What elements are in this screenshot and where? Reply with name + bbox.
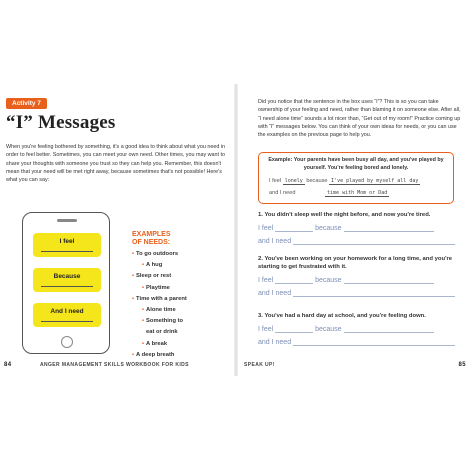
- footer-right: SPEAK UP!: [244, 362, 275, 368]
- example-need-item: [132, 341, 187, 352]
- feel-blank[interactable]: [275, 326, 313, 333]
- examples-list: [132, 251, 187, 363]
- feel-blank[interactable]: [275, 277, 313, 284]
- question-3: 3. You've had a hard day at school, and you're feeling down.: [258, 313, 426, 319]
- need-answer: time with Mom or Dad: [327, 190, 388, 196]
- because-label: because: [315, 277, 342, 284]
- example-need-text: A break: [146, 340, 168, 347]
- feel-blank[interactable]: [275, 225, 313, 232]
- example-need-text: Time with a parent: [136, 295, 187, 302]
- answer-feel-row[interactable]: [258, 277, 468, 284]
- example-need-item: [132, 262, 187, 273]
- answer-need-row[interactable]: [258, 339, 468, 346]
- example-need-text: A deep breath: [136, 351, 175, 358]
- phone-bubble: [33, 268, 101, 292]
- example-need-item: [132, 307, 187, 318]
- because-label: because: [315, 225, 342, 232]
- activity-label: Activity 7: [6, 98, 47, 109]
- left-page: [0, 84, 236, 376]
- phone-illustration: [22, 212, 110, 354]
- bullet-icon: •: [132, 273, 135, 280]
- bullet-icon: •: [132, 251, 135, 257]
- examples-title-line: EXAMPLES: [132, 231, 171, 238]
- example-need-text: Alone time: [146, 306, 176, 313]
- feel-label: I feel: [269, 178, 282, 184]
- example-need-item: [132, 273, 187, 284]
- answer-need-row[interactable]: [258, 290, 468, 297]
- feel-answer: lonely: [284, 178, 303, 184]
- need-blank[interactable]: [293, 238, 455, 245]
- need-blank[interactable]: [293, 290, 455, 297]
- example-need-text: Something to: [146, 318, 184, 325]
- answer-feel-row[interactable]: [258, 326, 468, 333]
- footer-left: ANGER MANAGEMENT SKILLS WORKBOOK FOR KIDS: [40, 362, 189, 368]
- phone-bubble: [33, 303, 101, 327]
- book-spread: [0, 84, 472, 376]
- bubble-label: I feel: [59, 238, 75, 245]
- example-need-item: [132, 285, 187, 296]
- example-need-text: To go outdoors: [136, 251, 179, 257]
- intro-paragraph: When you're feeling bothered by something, it's a good idea to think about what you need in order to feel better. Sometimes, you can meet your own need. Other times, you may want to share your thoughts with someone you trust so they can help you. Remember, this doesn't mean that your need will be met right away, because sometimes that's not possible! Here's what you can say:: [6, 144, 226, 184]
- bullet-icon: •: [142, 262, 145, 269]
- example-need-item: [132, 329, 187, 340]
- example-need-text: A hug: [146, 262, 163, 269]
- question-1: 1. You didn't sleep well the night before, and now you're tired.: [258, 212, 431, 218]
- bullet-icon: •: [142, 318, 145, 325]
- bullet-icon: •: [142, 284, 145, 291]
- examples-title-line: OF NEEDS:: [132, 239, 171, 246]
- examples-title: [132, 231, 171, 247]
- page-title: “I” Messages: [6, 112, 116, 133]
- phone-speaker: [57, 219, 77, 222]
- bubble-label: And I need: [50, 308, 84, 315]
- feel-label: I feel: [258, 326, 274, 333]
- example-need-text: Playtime: [146, 284, 170, 291]
- need-label: and I need: [269, 190, 296, 196]
- bullet-icon: •: [142, 306, 145, 313]
- right-page: [236, 84, 472, 376]
- need-label: and I need: [258, 339, 292, 346]
- need-blank[interactable]: [293, 339, 455, 346]
- example-need-text: eat or drink: [146, 329, 178, 336]
- because-blank[interactable]: [344, 277, 434, 284]
- answer-need-row[interactable]: [258, 238, 468, 245]
- feel-label: I feel: [258, 277, 274, 284]
- phone-bubble: [33, 233, 101, 257]
- bubble-blank-line: [41, 321, 93, 322]
- page-number-left: 84: [4, 362, 12, 368]
- because-answer: I've played by myself all day: [331, 178, 419, 184]
- example-need-text: Sleep or rest: [136, 273, 172, 280]
- because-blank[interactable]: [344, 326, 434, 333]
- bubble-blank-line: [41, 251, 93, 252]
- bullet-icon: •: [132, 351, 135, 358]
- example-feel-row: [269, 178, 420, 184]
- bullet-icon: •: [132, 295, 135, 302]
- need-label: and I need: [258, 290, 292, 297]
- because-label: because: [315, 326, 342, 333]
- feel-label: I feel: [258, 225, 274, 232]
- bubble-blank-line: [41, 286, 93, 287]
- page-number-right: 85: [458, 362, 466, 368]
- question-2: 2. You've been working on your homework for a long time, and you're starting to get frustrated with it.: [258, 256, 453, 270]
- example-need-row: [269, 190, 389, 196]
- bullet-icon: •: [142, 340, 145, 347]
- bubble-label: Because: [53, 273, 81, 280]
- because-blank[interactable]: [344, 225, 434, 232]
- because-label: because: [306, 178, 328, 184]
- answer-feel-row[interactable]: [258, 225, 468, 232]
- example-heading: Example: Your parents have been busy all day, and you've played by yourself. You're feeling bored and lonely.: [268, 157, 444, 171]
- intro-paragraph: Did you notice that the sentence in the box uses “I”? This is so you can take ownership of your feeling and need, rather than blaming it on someone else. After all, “I need alone time” sounds a lot nicer than, “Get out of my room!” Practice coming up with “I” messages below. You can think of your own ideas for needs, or you can use the examples on the previous page to help you.: [258, 99, 461, 139]
- need-label: and I need: [258, 238, 292, 245]
- example-need-item: [132, 296, 187, 307]
- example-need-item: [132, 318, 187, 329]
- example-box: [258, 152, 454, 204]
- example-need-item: [132, 251, 187, 262]
- phone-home-button-icon: [61, 336, 73, 348]
